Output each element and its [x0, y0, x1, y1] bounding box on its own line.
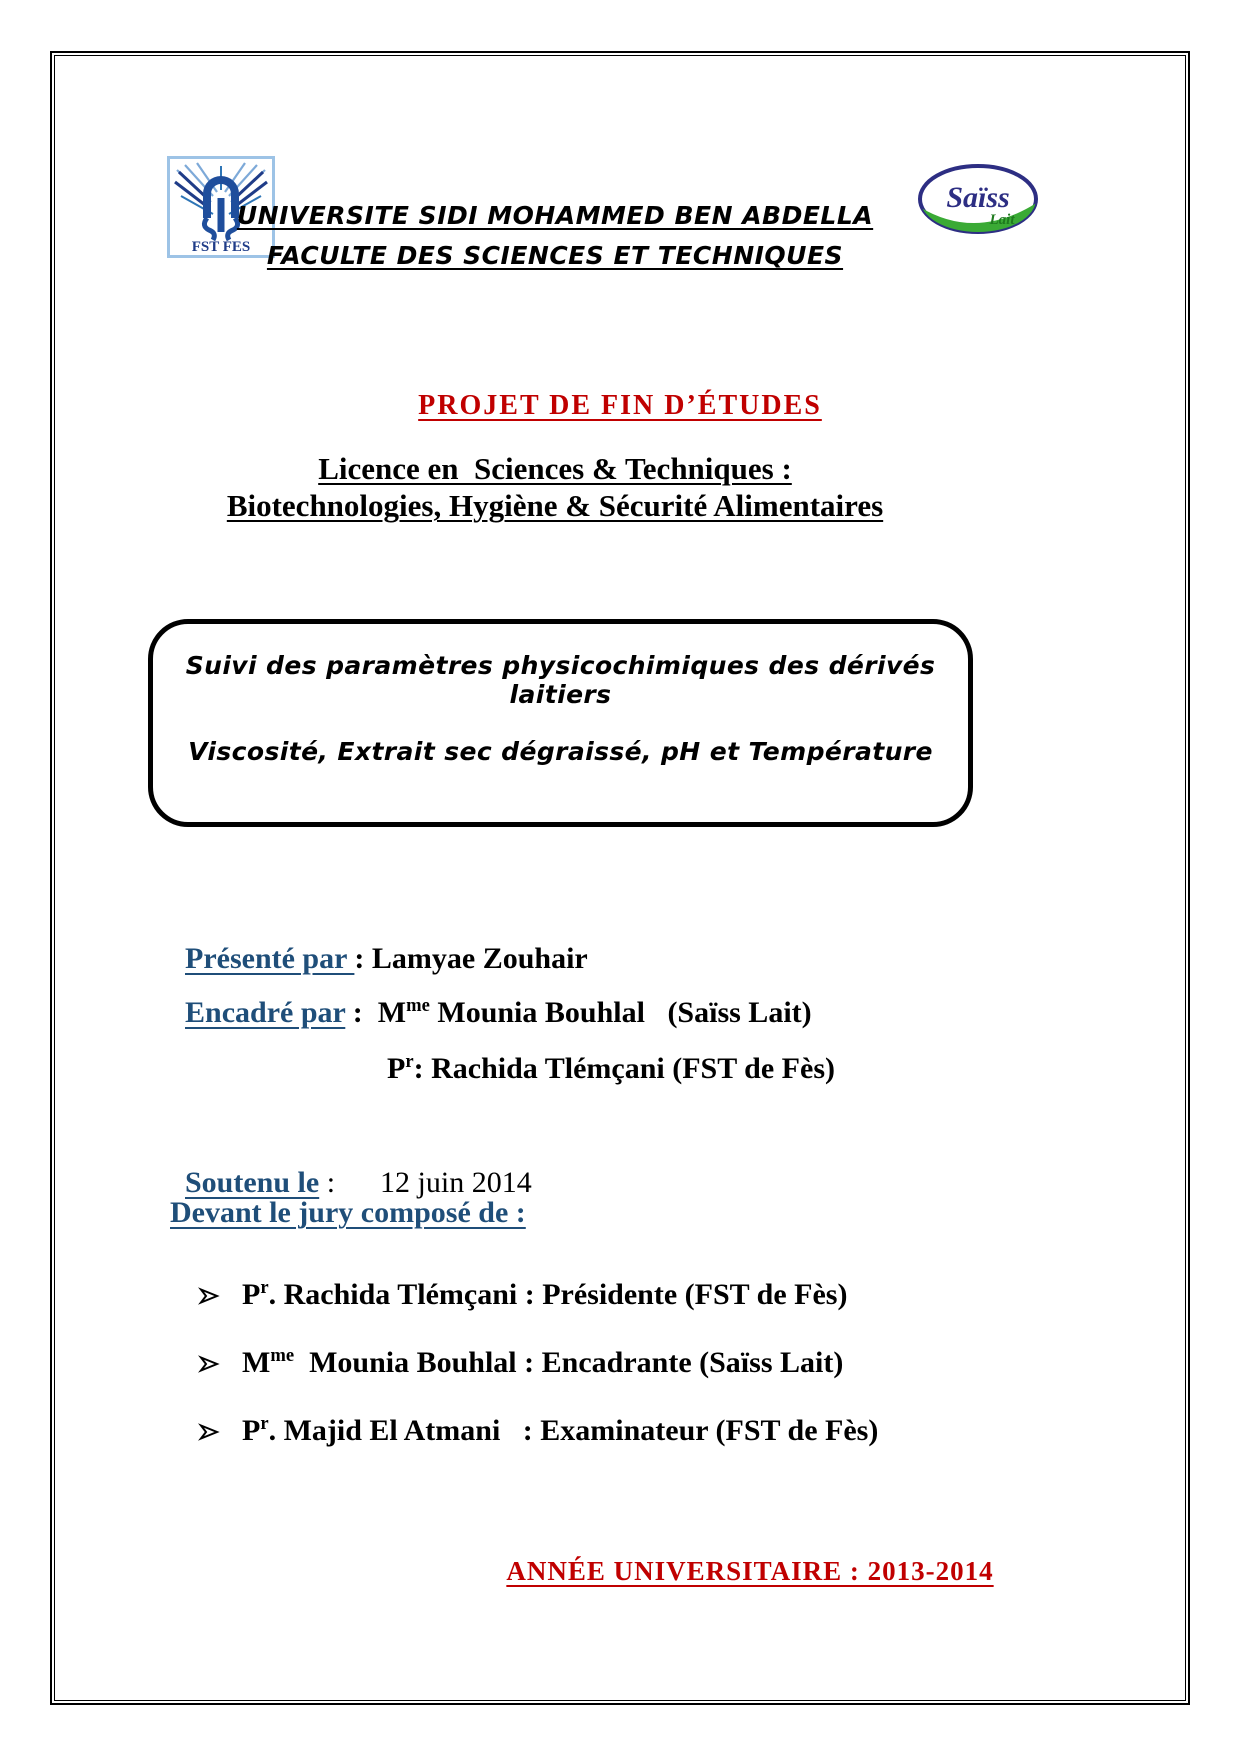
fst-logo-label: FST FES: [191, 239, 251, 255]
presented-by-value: : Lamyae Zouhair: [354, 942, 588, 975]
arrow-bullet-icon: [198, 1286, 220, 1306]
jury-heading: Devant le jury composé de :: [170, 1196, 526, 1229]
defense-date-value: : 12 juin 2014: [319, 1166, 532, 1199]
presented-by-label: Présenté par: [185, 942, 355, 975]
academic-year-line: ANNÉE UNIVERSITAIRE : 2013-2014: [506, 1556, 994, 1586]
university-name: UNIVERSITE SIDI MOHAMMED BEN ABDELLA: [236, 201, 874, 230]
jury-member-row: $P^r$. Rachida Tlémçani : Présidente (FST de Fès): [198, 1278, 1038, 1312]
project-heading: PROJET DE FIN D’ÉTUDES: [418, 390, 822, 421]
header-text: [235, 196, 875, 276]
arrow-bullet-icon: [198, 1354, 220, 1374]
subject-line1: Suivi des paramètres physicochimiques des dérivés laitiers: [185, 651, 945, 709]
degree-title: [0, 450, 1110, 524]
supervisor-1: Mounia Bouhlal (Saïss Lait): [429, 996, 812, 1029]
faculty-name: FACULTE DES SCIENCES ET TECHNIQUES: [266, 241, 844, 270]
subject-line2: Viscosité, Extrait sec dégraissé, pH et Température: [188, 737, 933, 766]
supervised-by-label: Encadré par: [185, 996, 346, 1029]
saiss-logo-icon: [916, 162, 1040, 236]
defense-date-label: Soutenu le: [185, 1166, 320, 1199]
jury-member-text: Mounia Bouhlal : Encadrante (Saïss Lait): [294, 1346, 844, 1379]
jury-member-row: $P^r$. Majid El Atmani : Examinateur (FST de Fès): [198, 1414, 1038, 1448]
jury-list: [198, 1278, 1038, 1482]
saiss-logo-name: Saïss: [946, 181, 1010, 214]
degree-line2: Biotechnologies, Hygiène & Sécurité Alimentaires: [226, 488, 884, 523]
jury-member-text: . Rachida Tlémçani : Présidente (FST de Fès): [268, 1278, 848, 1311]
arrow-bullet-icon: [198, 1422, 220, 1442]
saiss-lait-logo: [916, 162, 1040, 236]
defense-date-line: [170, 1132, 532, 1200]
jury-member-row: $M^{me}$ Mounia Bouhlal : Encadrante (Saïss Lait): [198, 1346, 1038, 1380]
saiss-logo-sub: Lait: [989, 212, 1015, 228]
supervised-by-line1: Encadré par : $M^{me}$ Mounia Bouhlal (Saïss Lait): [185, 995, 812, 1029]
subject-box: [148, 619, 973, 827]
supervised-by-line2: $P^r$: Rachida Tlémçani (FST de Fès): [387, 1051, 835, 1085]
jury-member-text: . Majid El Atmani : Examinateur (FST de Fès): [268, 1414, 879, 1447]
supervisor-2: : Rachida Tlémçani (FST de Fès): [413, 1052, 835, 1085]
degree-line1: Licence en Sciences & Techniques :: [318, 451, 792, 486]
